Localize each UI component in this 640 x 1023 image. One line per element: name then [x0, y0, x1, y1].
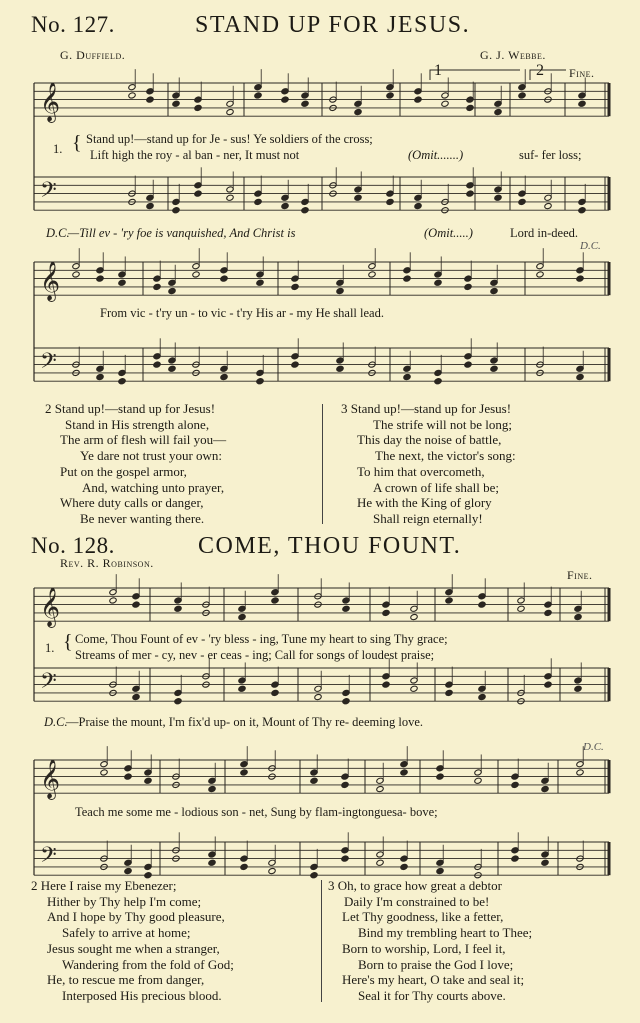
stanza-line: A crown of life shall be; [373, 479, 499, 495]
notehead [382, 681, 390, 688]
notehead [124, 868, 132, 875]
notehead [576, 275, 584, 282]
hymn-127-number: No. 127. [31, 12, 115, 37]
stanza-line: This day the noise of battle, [357, 432, 502, 448]
notehead [574, 685, 582, 692]
stanza-line: Put on the gospel armor, [60, 463, 187, 479]
bass-clef-icon: 𝄢 [40, 669, 57, 699]
notehead [354, 194, 362, 201]
notehead [238, 685, 246, 692]
notehead [494, 109, 502, 116]
stanza-line: 2 Stand up!—stand up for Jesus! [45, 401, 216, 416]
stanza-line: Jesus sought me when a stranger, [47, 940, 220, 956]
stanza-line: 3 Oh, to grace how great a debtor [328, 878, 502, 893]
notehead [478, 601, 486, 608]
notehead [72, 271, 80, 278]
notehead [403, 374, 411, 381]
hymn-127-stanza-3 [341, 401, 516, 527]
treble-clef-icon: 𝄞 [40, 587, 61, 627]
hymn-128-stanza-2 [31, 878, 234, 1004]
hymn-128-lyric-line-2: Streams of mer - cy, nev - er ceas - ing; Call for songs of loudest praise; [75, 648, 435, 662]
stanza-line: He, to rescue me from danger, [47, 972, 205, 988]
hymn-127-stanza-2 [45, 401, 226, 527]
notehead [464, 361, 472, 368]
notehead [410, 685, 418, 692]
notehead [400, 769, 408, 776]
hymn-127-dc-mark: D.C. [580, 240, 601, 252]
notehead [153, 283, 161, 290]
hymn-128-dc-mark: D.C. [583, 741, 604, 753]
notehead [576, 769, 584, 776]
notehead [220, 374, 228, 381]
hymn-128-lyricist: Rev. R. Robinson. [60, 556, 154, 570]
notehead [208, 859, 216, 866]
notehead [403, 275, 411, 282]
notehead [410, 614, 418, 621]
brace: { [63, 631, 73, 653]
hymn-127-lyricist: G. Duffield. [60, 48, 126, 62]
notehead [118, 378, 126, 385]
hymn-127-dc-omit: (Omit.....) [424, 226, 473, 240]
notehead [301, 207, 309, 214]
notehead [226, 194, 234, 201]
notehead [466, 190, 474, 197]
hymn-127-lyric-line-2a: Lift high the roy - al ban - ner, It must not [90, 148, 300, 162]
stanza-line: Hither by Thy help I'm come; [47, 893, 202, 909]
stanza-line: He with the King of glory [357, 495, 492, 511]
hymn-127-omit-marker: (Omit.......) [408, 148, 464, 162]
notehead [146, 203, 154, 210]
notehead [208, 786, 216, 793]
hymn-127-lyric-line-2b: suf- fer loss; [519, 148, 582, 162]
hymn-127-lyric-line-1: Stand up!—stand up for Je - sus! Ye soldiers of the cross; [86, 132, 373, 146]
notehead [310, 777, 318, 784]
notehead [128, 92, 136, 99]
notehead [118, 279, 126, 286]
hymn-127-dc-label: D.C. [46, 226, 70, 240]
stanza-line: To him that overcometh, [357, 463, 485, 479]
hymn-127-composer: G. J. Webbe. [480, 48, 546, 62]
notehead [464, 283, 472, 290]
stanza-line: Here's my heart, O take and seal it; [342, 972, 525, 988]
stanza-line: Daily I'm constrained to be! [344, 893, 490, 909]
notehead [291, 361, 299, 368]
hymn-127-dc-line-b: Lord in-deed. [510, 226, 579, 240]
notehead [494, 194, 502, 201]
notehead [240, 863, 248, 870]
notehead [174, 605, 182, 612]
notehead [376, 859, 384, 866]
notehead [490, 365, 498, 372]
notehead [172, 207, 180, 214]
hymn-127-fine: Fine. [569, 66, 595, 80]
stanza-line: The arm of flesh will fail you— [60, 432, 227, 448]
notehead [578, 207, 586, 214]
notehead [254, 198, 262, 205]
notehead [194, 104, 202, 111]
notehead [511, 781, 519, 788]
hymn-128-dc-line: —Praise the mount, I'm fix'd up- on it, Mount of Thy re- deeming love. [66, 715, 423, 729]
stanza-line: Wandering from the fold of God; [62, 956, 234, 972]
notehead [517, 605, 525, 612]
notehead [445, 689, 453, 696]
notehead [414, 203, 422, 210]
notehead [474, 777, 482, 784]
notehead [434, 378, 442, 385]
notehead [342, 605, 350, 612]
notehead [96, 275, 104, 282]
stanza-line: The next, the victor's song: [375, 448, 516, 464]
notehead [271, 597, 279, 604]
notehead [478, 694, 486, 701]
notehead [153, 361, 161, 368]
hymn-128-number: No. 128. [31, 533, 115, 558]
notehead [400, 863, 408, 870]
stanza-line: Where duty calls or danger, [60, 495, 204, 511]
hymn-128-stanza-3 [328, 878, 532, 1004]
notehead [541, 859, 549, 866]
notehead [336, 288, 344, 295]
hymn-128-title: COME, THOU FOUNT. [198, 533, 462, 559]
notehead [174, 698, 182, 705]
stanza-line: Bind my trembling heart to Thee; [358, 925, 533, 941]
stanza-line: 3 Stand up!—stand up for Jesus! [341, 401, 512, 416]
notehead [168, 288, 176, 295]
hymn-128-lyric-line-3: Teach me some me - lodious son - net, Sung by flam-ingtonguesa- bove; [75, 805, 438, 819]
stanza-line: Seal it for Thy courts above. [358, 987, 506, 1003]
notehead [254, 92, 262, 99]
notehead [578, 100, 586, 107]
stanza-line: And, watching unto prayer, [82, 479, 225, 495]
stanza-line: Ye dare not trust your own: [80, 448, 223, 464]
hymn-128-dc-label: D.C. [44, 715, 68, 729]
second-ending-label: 2 [536, 62, 544, 79]
notehead [291, 283, 299, 290]
stanza-line: Let Thy goodness, like a fetter, [342, 909, 504, 925]
notehead [132, 694, 140, 701]
notehead [511, 855, 519, 862]
notehead [386, 198, 394, 205]
bass-clef-icon: 𝄢 [40, 349, 57, 379]
notehead [168, 365, 176, 372]
hymn-128-verse-number: 1. [45, 641, 55, 655]
notehead [132, 601, 140, 608]
notehead [518, 198, 526, 205]
notehead [256, 279, 264, 286]
stanza-line: Born to worship, Lord, I feel it, [342, 940, 506, 956]
hymn-127-title: STAND UP FOR JESUS. [195, 12, 471, 38]
stanza-line: The strife will not be long; [373, 416, 513, 432]
notehead [576, 374, 584, 381]
notehead [342, 698, 350, 705]
notehead [268, 868, 276, 875]
hymn-128-fine: Fine. [567, 568, 593, 582]
notehead [281, 96, 289, 103]
notehead [192, 271, 200, 278]
hymn-127-verse-number: 1. [53, 142, 63, 156]
notehead [172, 100, 180, 107]
notehead [238, 614, 246, 621]
notehead [354, 109, 362, 116]
first-ending-bracket [430, 70, 520, 80]
notehead [310, 872, 318, 879]
notehead [436, 773, 444, 780]
notehead [194, 190, 202, 197]
notehead [281, 203, 289, 210]
hymn-128-lyric-line-1: Come, Thou Fount of ev - 'ry bless - ing, Tune my heart to sing Thy grace; [75, 632, 448, 646]
notehead [144, 777, 152, 784]
notehead [436, 868, 444, 875]
stanza-line: And I hope by Thy good pleasure, [47, 909, 225, 925]
bass-clef-icon: 𝄢 [40, 843, 57, 873]
hymn-127-dc-line-a: —Till ev - 'ry foe is vanquished, And Christ is [68, 226, 296, 240]
treble-clef-icon: 𝄞 [40, 82, 61, 122]
notehead [256, 378, 264, 385]
hymn-127-lyric-line-3: From vic - t'ry un - to vic - t'ry His ar - my He shall lead. [100, 306, 384, 320]
notehead [341, 855, 349, 862]
notehead [301, 100, 309, 107]
notehead [574, 614, 582, 621]
notehead [386, 92, 394, 99]
stanza-line: Be never wanting there. [80, 510, 205, 526]
brace: { [72, 132, 82, 154]
stanza-divider [322, 404, 323, 524]
notehead [518, 92, 526, 99]
notehead [544, 609, 552, 616]
notehead [341, 781, 349, 788]
first-ending-label: 1 [434, 62, 442, 79]
notehead [445, 597, 453, 604]
stanza-line: Born to praise the God I love; [358, 956, 514, 972]
notehead [490, 288, 498, 295]
notehead [271, 689, 279, 696]
notehead [541, 786, 549, 793]
stanza-line: Interposed His precious blood. [62, 987, 222, 1003]
notehead [414, 96, 422, 103]
treble-clef-icon: 𝄞 [40, 261, 61, 301]
stanza-line: 2 Here I raise my Ebenezer; [31, 878, 177, 893]
bass-clef-icon: 𝄢 [40, 178, 57, 208]
notehead [376, 786, 384, 793]
notehead [441, 100, 449, 107]
notehead [536, 271, 544, 278]
treble-clef-icon: 𝄞 [40, 759, 61, 799]
notehead [220, 275, 228, 282]
notehead [336, 365, 344, 372]
notehead [96, 374, 104, 381]
notehead [226, 109, 234, 116]
notehead [240, 769, 248, 776]
notehead [382, 609, 390, 616]
stanza-line: Safely to arrive at home; [62, 925, 191, 941]
notehead [544, 681, 552, 688]
notehead [434, 279, 442, 286]
notehead [368, 271, 376, 278]
notehead [124, 773, 132, 780]
stanza-divider [321, 880, 322, 1002]
notehead [544, 203, 552, 210]
notehead [466, 104, 474, 111]
stanza-line: Shall reign eternally! [373, 510, 483, 526]
notehead [109, 597, 117, 604]
stanza-line: Stand in His strength alone, [65, 416, 210, 432]
notehead [314, 694, 322, 701]
notehead [146, 96, 154, 103]
notehead [100, 769, 108, 776]
